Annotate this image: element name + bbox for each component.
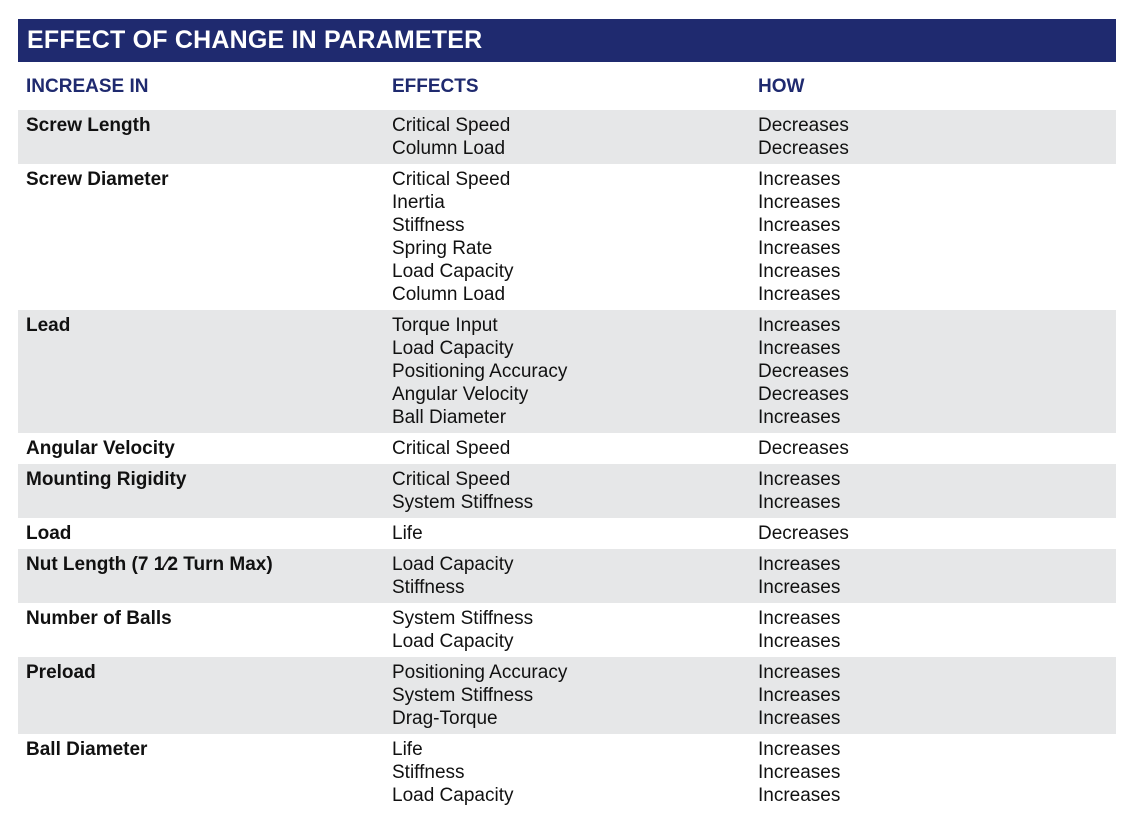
table-row [18, 549, 1116, 603]
row-how [758, 553, 840, 599]
row-effects [392, 168, 513, 306]
row-how [758, 738, 840, 807]
row-parameter: Preload [26, 662, 96, 683]
table-title: EFFECT OF CHANGE IN PARAMETER [18, 19, 1116, 62]
row-parameter: Ball Diameter [26, 739, 148, 760]
how-item: Increases [758, 338, 841, 359]
row-effects [392, 522, 423, 545]
how-item: Increases [758, 631, 841, 652]
effect-item: Life [392, 523, 423, 544]
row-effects [392, 661, 567, 730]
how-item: Decreases [758, 138, 849, 159]
effect-item: Load Capacity [392, 261, 514, 282]
effect-item: Column Load [392, 284, 506, 305]
row-parameter: Load [26, 523, 72, 544]
how-item: Increases [758, 554, 841, 575]
how-item: Increases [758, 469, 841, 490]
how-item: Increases [758, 492, 841, 513]
how-item: Increases [758, 192, 841, 213]
effect-item: Ball Diameter [392, 407, 507, 428]
row-how [758, 114, 849, 160]
how-item: Increases [758, 577, 841, 598]
how-item: Increases [758, 169, 841, 190]
row-how [758, 522, 849, 545]
effect-item: Critical Speed [392, 438, 511, 459]
row-parameter: Mounting Rigidity [26, 469, 187, 490]
row-effects [392, 114, 510, 160]
how-item: Increases [758, 284, 841, 305]
table-row [18, 433, 1116, 464]
effect-item: Positioning Accuracy [392, 361, 568, 382]
effect-item: Drag-Torque [392, 708, 498, 729]
table-row [18, 110, 1116, 164]
how-item: Increases [758, 739, 841, 760]
row-effects [392, 437, 510, 460]
row-how [758, 437, 849, 460]
how-item: Increases [758, 215, 841, 236]
table-row [18, 310, 1116, 433]
row-parameter: Screw Length [26, 115, 151, 136]
table-header-row [18, 62, 1116, 110]
row-how [758, 607, 840, 653]
how-item: Increases [758, 662, 841, 683]
effect-item: Critical Speed [392, 469, 511, 490]
effect-item: Load Capacity [392, 338, 514, 359]
how-item: Decreases [758, 115, 849, 136]
how-item: Increases [758, 685, 841, 706]
how-item: Increases [758, 708, 841, 729]
row-effects [392, 738, 513, 807]
how-item: Decreases [758, 361, 849, 382]
effect-item: Life [392, 739, 423, 760]
how-item: Increases [758, 608, 841, 629]
how-item: Increases [758, 785, 841, 806]
how-item: Increases [758, 238, 841, 259]
row-effects [392, 553, 513, 599]
table-row [18, 464, 1116, 518]
effect-item: Load Capacity [392, 554, 514, 575]
row-parameter: Number of Balls [26, 608, 172, 629]
effect-item: Load Capacity [392, 631, 514, 652]
row-parameter: Nut Length (7 1⁄2 Turn Max) [26, 554, 273, 575]
header-how: HOW [758, 76, 805, 97]
parameter-table [18, 62, 1116, 811]
header-effects: EFFECTS [392, 76, 479, 97]
how-item: Increases [758, 261, 841, 282]
effect-item: System Stiffness [392, 685, 534, 706]
effect-item: Angular Velocity [392, 384, 529, 405]
effect-item: System Stiffness [392, 492, 534, 513]
table-body [18, 110, 1116, 811]
effect-item: System Stiffness [392, 608, 534, 629]
how-item: Increases [758, 315, 841, 336]
row-effects [392, 607, 533, 653]
table-row [18, 603, 1116, 657]
effect-item: Stiffness [392, 577, 465, 598]
effect-item: Critical Speed [392, 115, 511, 136]
row-how [758, 661, 840, 730]
how-item: Decreases [758, 523, 849, 544]
header-increase-in: INCREASE IN [26, 76, 149, 97]
effect-item: Critical Speed [392, 169, 511, 190]
row-parameter: Lead [26, 315, 71, 336]
effect-item: Stiffness [392, 215, 465, 236]
how-item: Decreases [758, 384, 849, 405]
effect-item: Positioning Accuracy [392, 662, 568, 683]
table-row [18, 734, 1116, 811]
effect-item: Spring Rate [392, 238, 493, 259]
how-item: Increases [758, 407, 841, 428]
row-parameter: Angular Velocity [26, 438, 175, 459]
how-item: Decreases [758, 438, 849, 459]
effect-item: Column Load [392, 138, 506, 159]
table-row [18, 657, 1116, 734]
row-how [758, 168, 840, 306]
effect-item: Inertia [392, 192, 445, 213]
row-effects [392, 314, 567, 429]
row-how [758, 314, 849, 429]
row-parameter: Screw Diameter [26, 169, 169, 190]
effect-item: Load Capacity [392, 785, 514, 806]
table-row [18, 518, 1116, 549]
row-effects [392, 468, 533, 514]
table-row [18, 164, 1116, 310]
effect-item: Stiffness [392, 762, 465, 783]
effect-item: Torque Input [392, 315, 498, 336]
row-how [758, 468, 840, 514]
how-item: Increases [758, 762, 841, 783]
